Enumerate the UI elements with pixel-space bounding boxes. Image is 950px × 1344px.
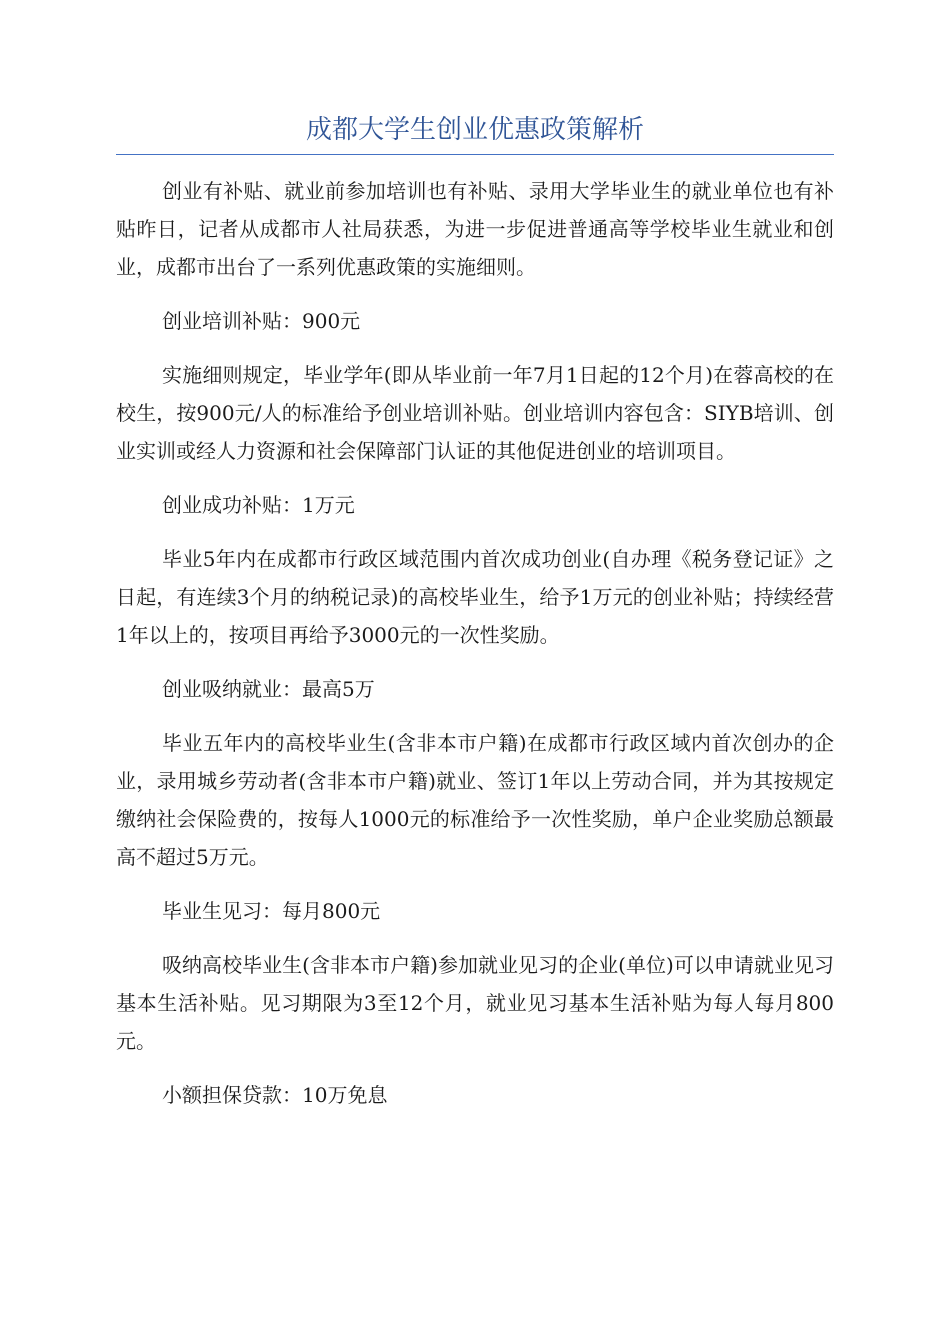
section-heading-training-subsidy: 创业培训补贴：900元 [162, 309, 361, 333]
section-heading-employment-absorption: 创业吸纳就业：最高5万 [162, 677, 375, 701]
document-title: 成都大学生创业优惠政策解析 [305, 115, 644, 145]
document-body [116, 172, 834, 1114]
intro-paragraph: 创业有补贴、就业前参加培训也有补贴、录用大学毕业生的就业单位也有补贴昨日，记者从成都市人社局获悉，为进一步促进普通高等学校毕业生就业和创业，成都市出台了一系列优惠政策的实施细则。 [116, 179, 834, 279]
section-heading-internship: 毕业生见习：每月800元 [162, 899, 381, 923]
training-subsidy-paragraph: 实施细则规定，毕业学年(即从毕业前一年7月1日起的12个月)在蓉高校的在校生，按900元/人的标准给予创业培训补贴。创业培训内容包含：SIYB培训、创业实训或经人力资源和社会保障部门认证的其他促进创业的培训项目。 [116, 363, 834, 463]
section-heading-startup-success-subsidy: 创业成功补贴：1万元 [162, 493, 355, 517]
employment-absorption-paragraph: 毕业五年内的高校毕业生(含非本市户籍)在成都市行政区域内首次创办的企业，录用城乡劳动者(含非本市户籍)就业、签订1年以上劳动合同，并为其按规定缴纳社会保险费的，按每人1000元的标准给予一次性奖励，单户企业奖励总额最高不超过5万元。 [116, 731, 834, 869]
internship-paragraph: 吸纳高校毕业生(含非本市户籍)参加就业见习的企业(单位)可以申请就业见习基本生活补贴。见习期限为3至12个月，就业见习基本生活补贴为每人每月800元。 [116, 953, 834, 1053]
startup-success-paragraph: 毕业5年内在成都市行政区域范围内首次成功创业(自办理《税务登记证》之日起，有连续3个月的纳税记录)的高校毕业生，给予1万元的创业补贴；持续经营1年以上的，按项目再给予3000元的一次性奖励。 [116, 547, 834, 647]
title-underline [116, 154, 834, 155]
section-heading-guaranteed-loan: 小额担保贷款：10万免息 [162, 1083, 388, 1107]
